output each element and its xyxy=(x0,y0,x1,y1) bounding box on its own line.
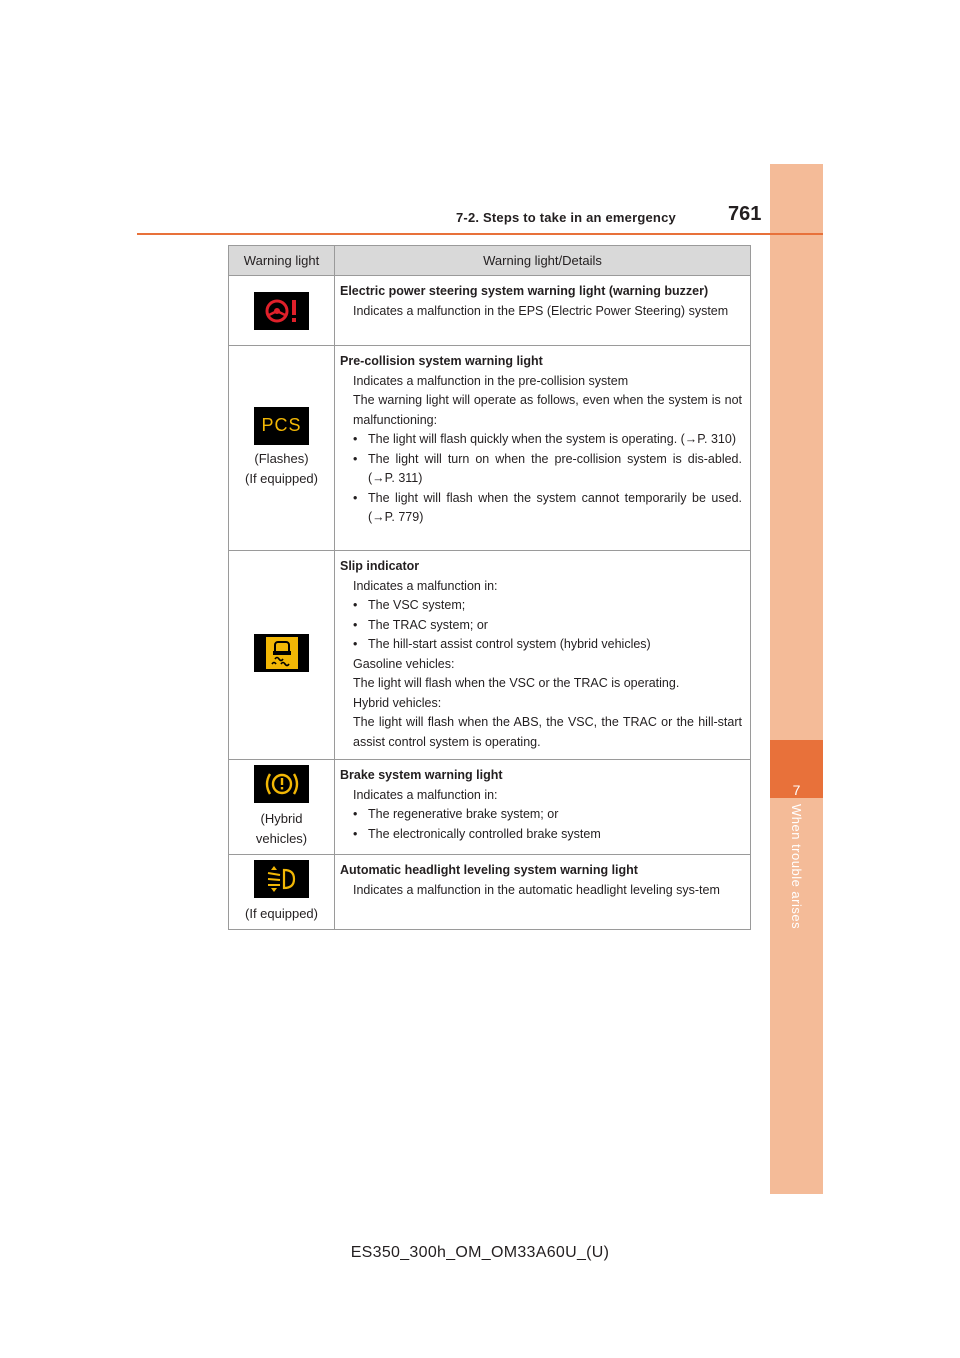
table-row xyxy=(229,551,751,760)
row-title: Electric power steering system warning light (warning buzzer) xyxy=(340,284,709,298)
row-line: Hybrid vehicles: xyxy=(353,695,442,710)
icon-caption: vehicles) xyxy=(255,831,308,846)
row-line: The light will flash when the ABS, the VSC, the TRAC or the hill-start assist control system is operating. xyxy=(353,715,742,749)
warning-light-cell xyxy=(229,855,335,930)
row-line: Indicates a malfunction in: xyxy=(353,787,498,802)
list-item: • The VSC system; xyxy=(353,598,466,612)
row-line: Gasoline vehicles: xyxy=(353,656,455,671)
row-title: Automatic headlight leveling system warning light xyxy=(340,863,638,877)
chapter-side-tab xyxy=(770,164,823,1194)
pcs-warning-icon xyxy=(254,407,309,445)
row-line: Indicates a malfunction in the pre-collision system xyxy=(353,373,629,388)
list-item: • The hill-start assist control system (hybrid vehicles) xyxy=(353,637,651,651)
details-cell xyxy=(335,276,751,346)
warning-light-cell xyxy=(229,276,335,346)
details-cell xyxy=(335,760,751,855)
list-item: • The light will flash when the system cannot temporarily be used. (→P. 779) xyxy=(353,490,742,524)
table-header-row xyxy=(229,246,751,276)
table-row xyxy=(229,855,751,930)
row-line: The light will flash when the VSC or the TRAC is operating. xyxy=(353,676,680,690)
table-row xyxy=(229,346,751,551)
list-item: • The regenerative brake system; or xyxy=(353,807,559,821)
row-title: Pre-collision system warning light xyxy=(340,354,543,368)
section-title: 7-2. Steps to take in an emergency xyxy=(456,210,676,225)
document-code: ES350_300h_OM_OM33A60U_(U) xyxy=(350,1244,610,1261)
icon-caption: (Flashes) xyxy=(254,451,309,466)
details-cell xyxy=(335,551,751,760)
header-rule xyxy=(137,233,823,235)
row-title: Brake system warning light xyxy=(340,768,503,782)
list-item: • The light will flash quickly when the system is operating. (→P. 310) xyxy=(353,432,736,446)
row-description: Indicates a malfunction in the automatic headlight leveling sys-tem xyxy=(353,882,720,897)
row-description: Indicates a malfunction in the EPS (Electric Power Steering) system xyxy=(353,303,729,318)
column-header-warning-light: Warning light xyxy=(229,246,335,276)
warning-light-cell xyxy=(229,551,335,760)
page-number: 761 xyxy=(728,203,762,225)
column-header-details: Warning light/Details xyxy=(335,246,751,276)
row-line: Indicates a malfunction in: xyxy=(353,578,498,593)
slip-indicator-icon xyxy=(254,634,309,672)
warning-light-cell xyxy=(229,346,335,551)
warning-light-cell xyxy=(229,760,335,855)
warning-light-table xyxy=(228,245,751,930)
list-item: • The light will turn on when the pre-collision system is dis-abled. (→P. 311) xyxy=(353,451,742,485)
headlight-leveling-icon xyxy=(254,860,309,898)
row-line: The warning light will operate as follows, even when the system is not malfunctioning: xyxy=(353,393,742,427)
icon-caption: (Hybrid xyxy=(260,811,303,826)
details-cell xyxy=(335,346,751,551)
list-item: • The TRAC system; or xyxy=(353,617,488,632)
pcs-icon-text: PCS xyxy=(261,415,302,436)
icon-caption: (If equipped) xyxy=(245,906,318,921)
table-row xyxy=(229,276,751,346)
list-item: • The electronically controlled brake system xyxy=(353,826,601,841)
table-row xyxy=(229,760,751,855)
details-cell xyxy=(335,855,751,930)
chapter-title: When trouble arises xyxy=(789,804,804,930)
icon-caption: (If equipped) xyxy=(245,471,318,486)
brake-warning-icon xyxy=(254,765,309,803)
chapter-number: 7 xyxy=(792,782,801,798)
row-title: Slip indicator xyxy=(340,559,420,573)
eps-warning-icon xyxy=(254,292,309,330)
